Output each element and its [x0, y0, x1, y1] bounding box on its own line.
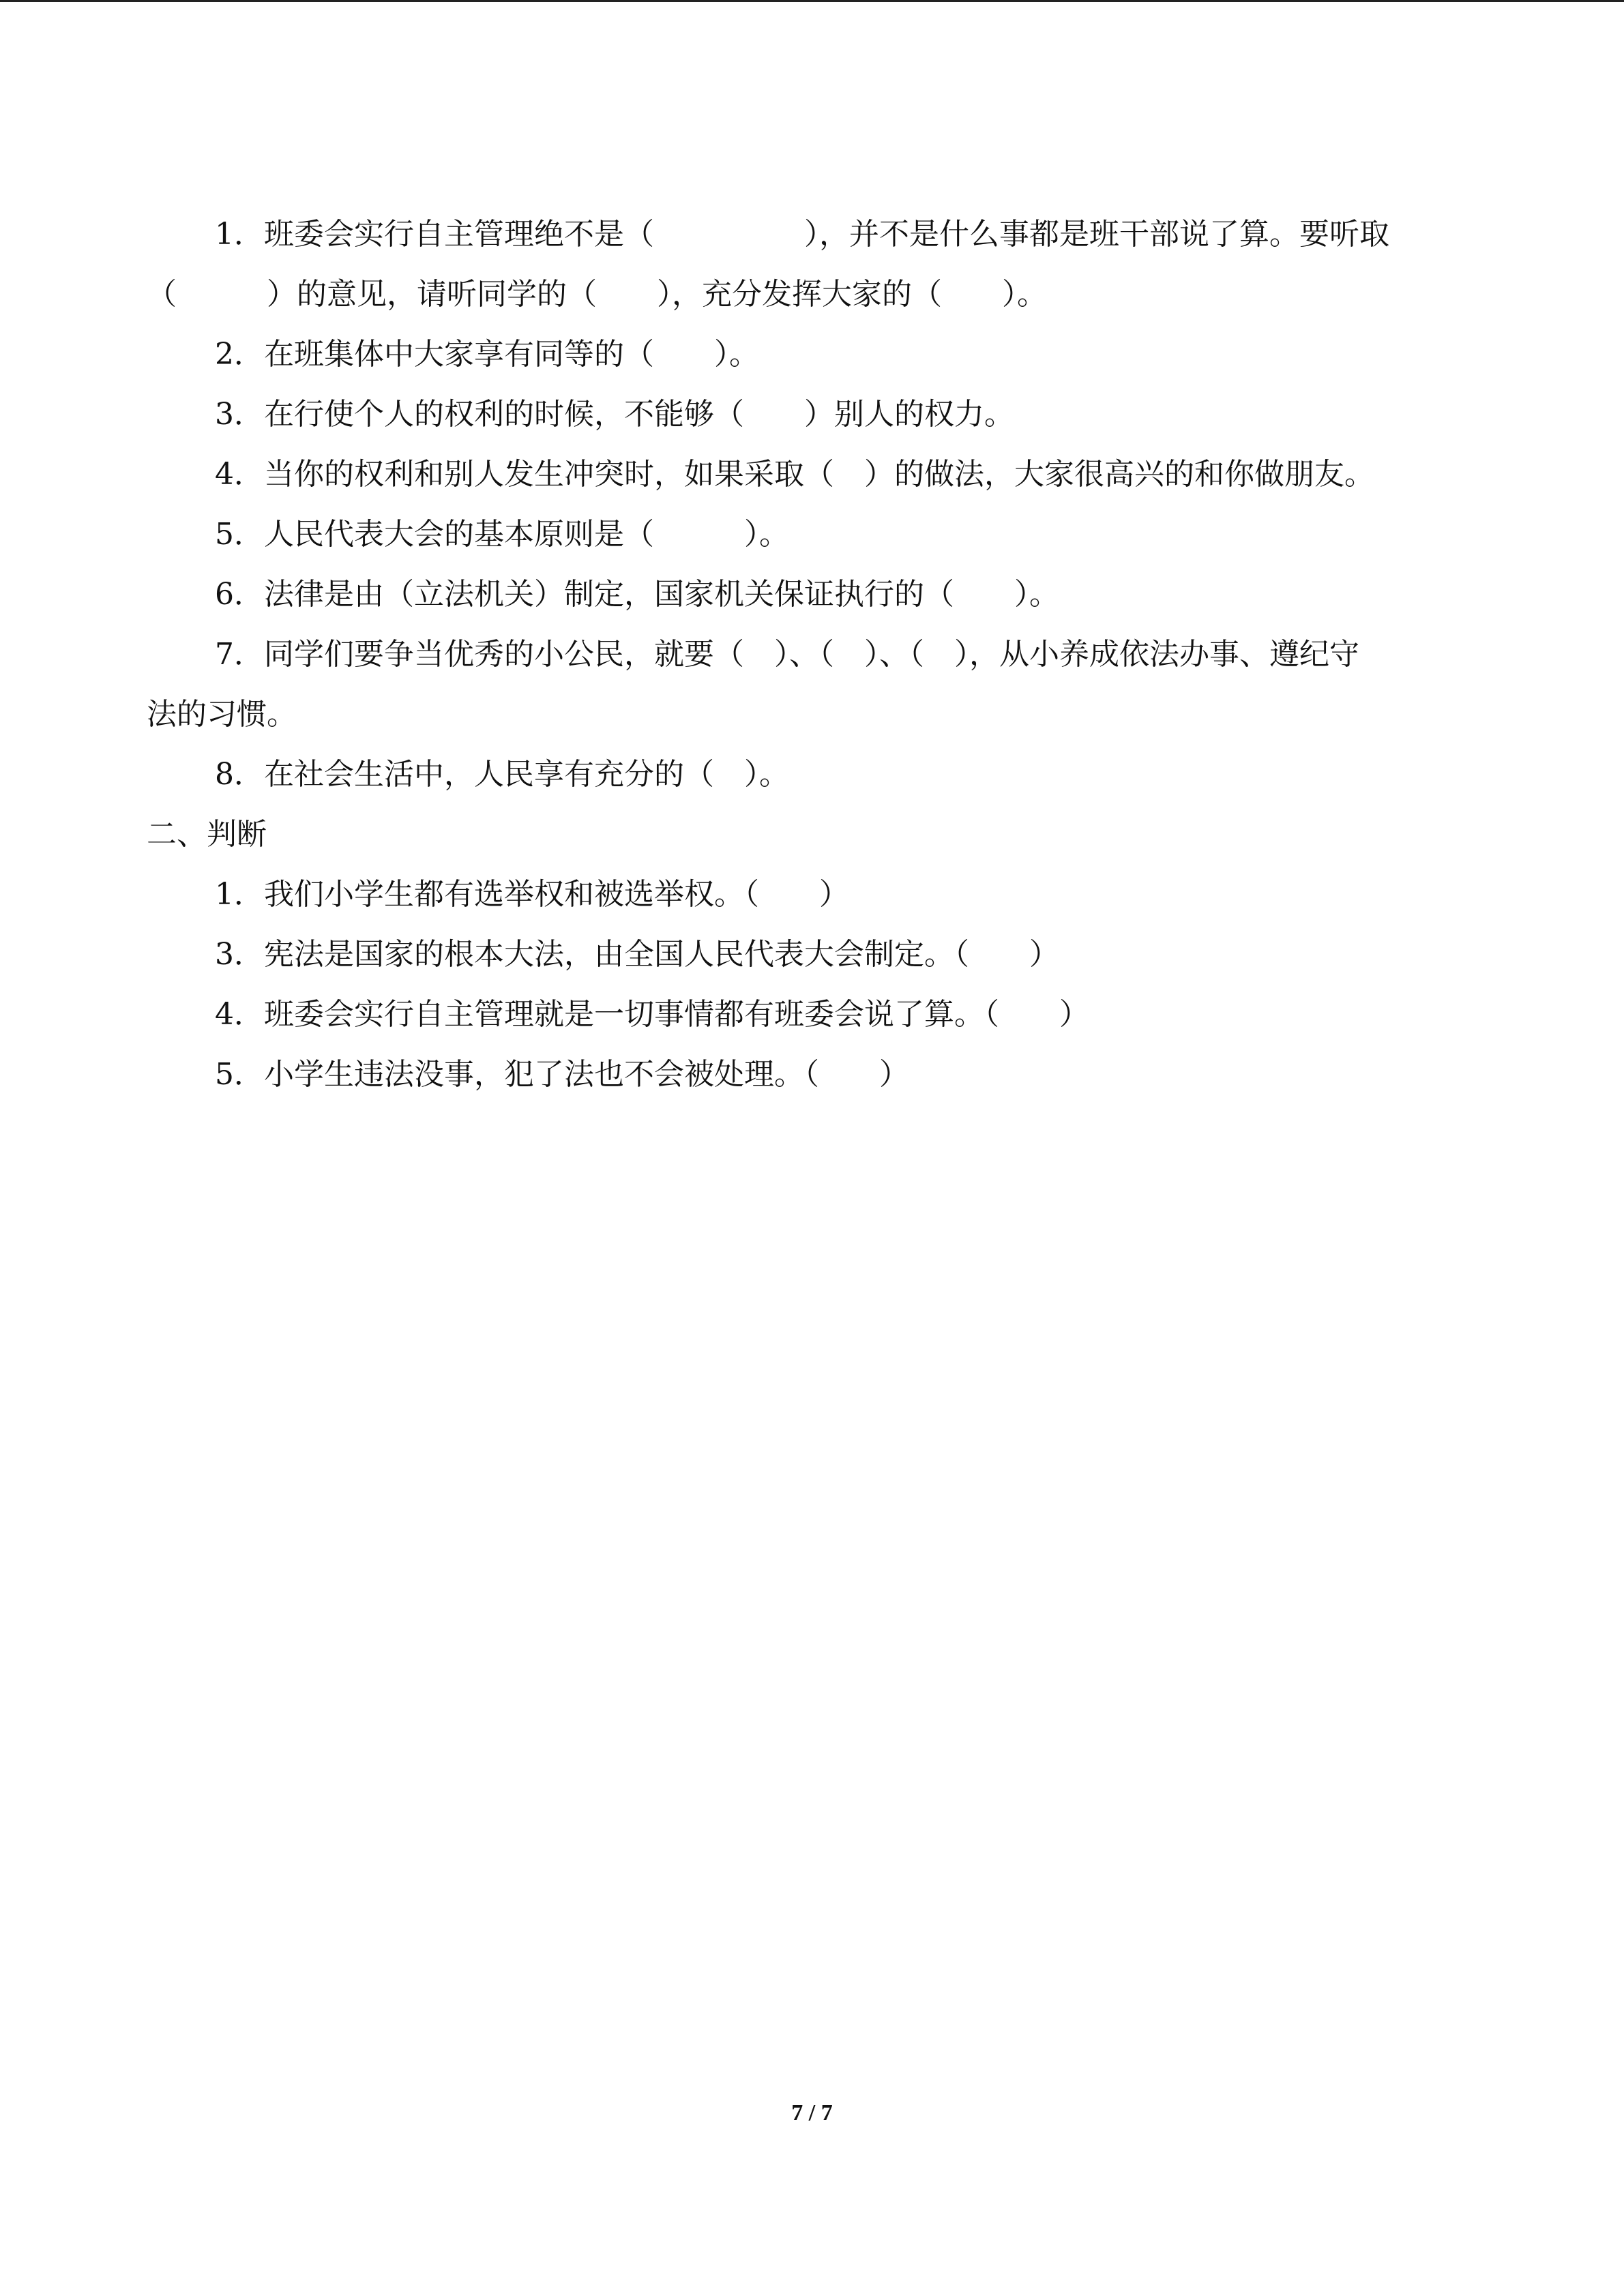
- section-heading-judgment: 二、判断: [147, 817, 267, 852]
- fill-blank-item-7-line-2: 法的习惯。: [147, 697, 297, 732]
- judgment-item-3: 3．宪法是国家的根本大法，由全国人民代表大会制定。（ ）: [215, 937, 1059, 972]
- fill-blank-item-6: 6．法律是由（立法机关）制定，国家机关保证执行的（ ）。: [215, 577, 1059, 612]
- top-border-line: [0, 0, 1624, 2]
- fill-blank-item-3: 3．在行使个人的权利的时候，不能够（ ）别人的权力。: [215, 397, 1014, 432]
- fill-blank-item-1-line-1: 1．班委会实行自主管理绝不是（ ），并不是什么事都是班干部说了算。要听取: [215, 217, 1389, 252]
- worksheet-content: [147, 205, 1483, 1105]
- fill-blank-item-7-line-1: 7．同学们要争当优秀的小公民，就要（ ）、（ ）、（ ），从小养成依法办事、遵纪守: [215, 637, 1359, 672]
- judgment-item-4: 4．班委会实行自主管理就是一切事情都有班委会说了算。（ ）: [215, 997, 1089, 1032]
- fill-blank-item-1-line-2: （ ）的意见，请听同学的（ ），充分发挥大家的（ ）。: [147, 277, 1047, 312]
- judgment-item-5: 5．小学生违法没事，犯了法也不会被处理。（ ）: [215, 1057, 909, 1092]
- fill-blank-item-5: 5．人民代表大会的基本原则是（ ）。: [215, 517, 789, 552]
- judgment-item-1: 1．我们小学生都有选举权和被选举权。（ ）: [215, 877, 849, 912]
- page-number: 7 / 7: [791, 2100, 833, 2126]
- fill-blank-item-4: 4．当你的权利和别人发生冲突时，如果采取（ ）的做法，大家很高兴的和你做朋友。: [215, 457, 1374, 492]
- fill-blank-item-2: 2．在班集体中大家享有同等的（ ）。: [215, 337, 759, 372]
- fill-blank-item-8: 8．在社会生活中，人民享有充分的（ ）。: [215, 757, 789, 792]
